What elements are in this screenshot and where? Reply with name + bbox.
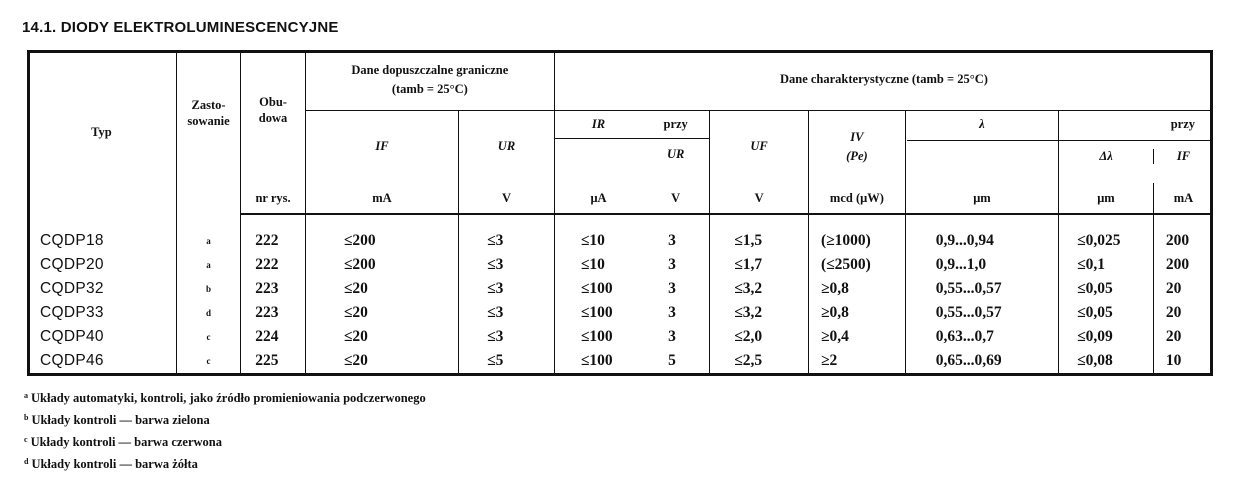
table-row [27,253,1213,277]
unit-uf: V [710,183,809,214]
cell-lambda: 0,65...0,69 [905,349,1058,373]
header-typ: Typ [27,50,176,214]
cell-iv: ≥0,4 [809,325,906,349]
header-przy-ur [642,110,710,183]
cell-obudowa: 223 [241,277,306,301]
cell-if: ≤200 [305,214,458,253]
cell-dlambda: ≤0,1 [1059,253,1154,277]
cell-if-przy: 200 [1165,256,1190,273]
cell-ir: ≤10 [580,232,605,249]
table-row [27,325,1213,349]
table-body [27,214,1213,373]
cell-obudowa: 224 [241,325,306,349]
unit-iv: mcd (μW) [809,183,906,214]
cell-if-przy: 10 [1165,352,1182,369]
cell-ur-przy: 3 [642,277,710,301]
cell-ur-przy: 5 [642,349,710,373]
cell-ur: ≤3 [459,214,555,253]
cell-zastosowanie: a [176,253,241,277]
header-if-przy: IF [1176,148,1191,163]
unit-nr-rys: nr rys. [241,183,306,214]
header-lambda: λ [905,110,1058,183]
przy-label: przy [555,117,709,139]
dane-dop-condition: (tamb = 25°C) [391,81,468,96]
pe-label: (Pe) [846,148,868,163]
header-obudowa: Obu- dowa [241,50,306,183]
dane-dop-label: Dane dopuszczalne graniczne [351,62,509,77]
cell-uf: ≤2,5 [710,349,809,373]
footnote-d [24,452,426,474]
table-row [27,277,1213,301]
footnote-mark: a [24,391,28,400]
cell-obudowa: 222 [241,214,306,253]
cell-typ: CQDP40 [27,325,176,349]
cell-zastosowanie: a [176,214,241,253]
iv-label: IV [850,129,864,144]
cell-iv: ≥0,8 [809,301,906,325]
cell-dlambda: ≤0,025 [1059,214,1154,253]
cell-if: ≤20 [305,349,458,373]
cell-lambda: 0,9...0,94 [905,214,1058,253]
unit-lambda: μm [905,183,1058,214]
header-ur-przy: UR [666,146,685,161]
cell-iv: ≥2 [809,349,906,373]
cell-iv: (≤2500) [809,253,906,277]
cell-zastosowanie: d [176,301,241,325]
cell-ur: ≤3 [459,277,555,301]
cell-ir: ≤100 [580,280,613,297]
diode-spec-table [27,50,1213,373]
cell-obudowa: 223 [241,301,306,325]
unit-ur: V [459,183,555,214]
footnote-text: Układy kontroli — barwa czerwona [30,435,222,449]
cell-obudowa: 222 [241,253,306,277]
cell-dlambda: ≤0,05 [1059,301,1154,325]
cell-typ: CQDP46 [27,349,176,373]
cell-if-przy: 20 [1165,328,1182,345]
cell-lambda: 0,55...0,57 [905,277,1058,301]
cell-if-przy: 20 [1165,280,1182,297]
cell-typ: CQDP33 [27,301,176,325]
footnote-c [24,430,426,452]
cell-uf: ≤2,0 [710,325,809,349]
cell-if: ≤20 [305,325,458,349]
cell-ur: ≤3 [459,253,555,277]
cell-uf: ≤1,7 [710,253,809,277]
header-ir: IR [591,116,606,131]
cell-uf: ≤3,2 [710,277,809,301]
header-dlambda: Δλ [1059,149,1154,164]
cell-typ: CQDP32 [27,277,176,301]
unit-if: mA [305,183,458,214]
footnote-a [24,386,426,408]
cell-zastosowanie: c [176,349,241,373]
header-iv [809,110,906,183]
cell-dlambda: ≤0,09 [1059,325,1154,349]
cell-ur: ≤3 [459,325,555,349]
table-row [27,349,1213,373]
cell-lambda: 0,55...0,57 [905,301,1058,325]
cell-uf: ≤1,5 [710,214,809,253]
footnote-b [24,408,426,430]
cell-if: ≤20 [305,301,458,325]
cell-ur-przy: 3 [642,253,710,277]
cell-ur-przy: 3 [642,301,710,325]
cell-if: ≤200 [305,253,458,277]
header-dane-dopuszczalne [305,50,554,110]
page-title: 14.1. DIODY ELEKTROLUMINESCENCYJNE [22,19,339,36]
cell-dlambda: ≤0,05 [1059,277,1154,301]
cell-ir: ≤100 [580,328,613,345]
cell-obudowa: 225 [241,349,306,373]
cell-ur-przy: 3 [642,325,710,349]
cell-typ: CQDP18 [27,214,176,253]
cell-uf: ≤3,2 [710,301,809,325]
cell-if-przy: 20 [1165,304,1182,321]
table-row [27,214,1213,253]
footnote-mark: c [24,435,28,444]
header-przy-group [1059,110,1213,183]
cell-iv: ≥0,8 [809,277,906,301]
footnote-text: Układy automatyki, kontroli, jako źródło promieniowania podczerwonego [31,391,426,405]
cell-zastosowanie: b [176,277,241,301]
header-zastosowanie: Zasto- sowanie [176,50,241,214]
cell-if: ≤20 [305,277,458,301]
cell-dlambda: ≤0,08 [1059,349,1154,373]
cell-ur: ≤3 [459,301,555,325]
unit-ir: μA [554,183,642,214]
cell-zastosowanie: c [176,325,241,349]
header-ur: UR [459,110,555,183]
cell-lambda: 0,63...0,7 [905,325,1058,349]
cell-ir: ≤100 [580,304,613,321]
cell-ur: ≤5 [459,349,555,373]
cell-ur-przy: 3 [642,214,710,253]
cell-if-przy: 200 [1165,232,1190,249]
header-dane-charakterystyczne: Dane charakterystyczne (tamb = 25°C) [554,50,1213,110]
unit-ur-przy: V [642,183,710,214]
cell-typ: CQDP20 [27,253,176,277]
cell-iv: (≥1000) [809,214,906,253]
footnote-mark: d [24,457,29,466]
header-uf: UF [710,110,809,183]
unit-if-przy: mA [1153,183,1213,214]
footnotes [24,386,426,474]
footnote-mark: b [24,413,29,422]
cell-ir: ≤100 [580,352,613,369]
cell-ir: ≤10 [580,256,605,273]
footnote-text: Układy kontroli — barwa żółta [31,457,198,471]
header-if: IF [305,110,458,183]
footnote-text: Układy kontroli — barwa zielona [31,413,210,427]
unit-dlambda: μm [1059,183,1154,214]
przy2-label: przy [907,117,1213,141]
cell-lambda: 0,9...1,0 [905,253,1058,277]
table-row [27,301,1213,325]
